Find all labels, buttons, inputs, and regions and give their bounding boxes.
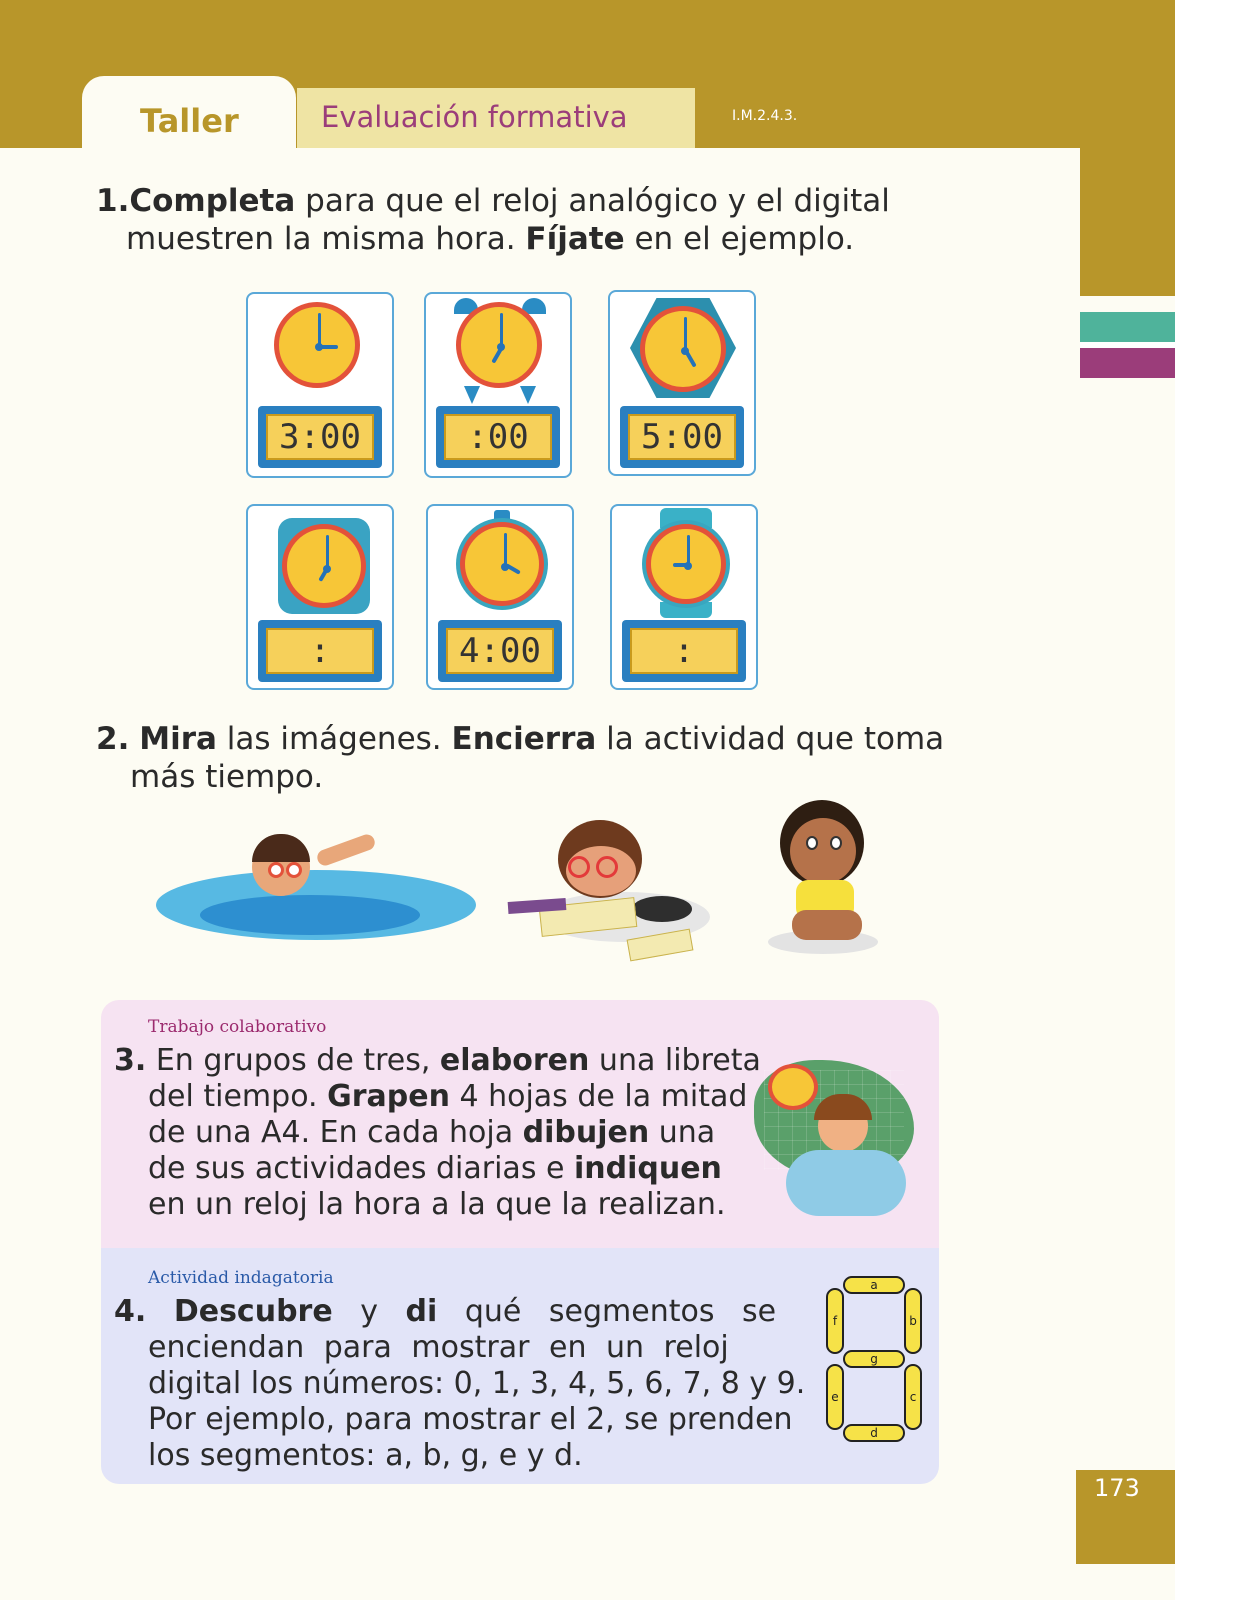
q3-text: una — [649, 1115, 716, 1150]
q4-line4: Por ejemplo, para mostrar el 2, se prenden — [148, 1402, 793, 1437]
digital-time-3: 5:00 — [628, 414, 736, 460]
boy-face — [790, 818, 856, 884]
digital-time-2[interactable]: :00 — [444, 414, 552, 460]
glasses-icon — [596, 856, 618, 878]
segment-d: d — [843, 1424, 905, 1442]
q4-line2: enciendan para mostrar en un reloj — [148, 1330, 729, 1365]
q1-verb-fijate: Fíjate — [525, 221, 625, 257]
q3-verb-indiquen: indiquen — [573, 1151, 722, 1186]
q2-verb-encierra: Encierra — [451, 721, 597, 757]
q3-text: del tiempo. — [148, 1079, 328, 1114]
q1-line1 — [96, 182, 890, 220]
teal-stripe — [1080, 312, 1175, 342]
digital-time-5: 4:00 — [446, 628, 554, 674]
digital-display-3 — [620, 406, 744, 468]
q3-text: de sus actividades diarias e — [148, 1151, 574, 1186]
q4-line1 — [114, 1293, 776, 1331]
digital-display-2 — [436, 406, 560, 468]
q1-line2 — [126, 220, 854, 258]
segment-c: c — [904, 1364, 922, 1430]
q4-text: qué segmentos se — [437, 1294, 777, 1329]
digital-time-1: 3:00 — [266, 414, 374, 460]
clock-card-4 — [246, 504, 394, 690]
alarm-clock-icon — [768, 1064, 818, 1110]
q3-verb-dibujen: dibujen — [522, 1115, 650, 1150]
section-tab — [297, 88, 695, 148]
q1-verb-completa: Completa — [129, 183, 296, 219]
digital-display-4 — [258, 620, 382, 682]
segment-g: g — [843, 1350, 905, 1368]
q3-text: de una A4. En cada hoja — [148, 1115, 523, 1150]
boy-legs — [792, 910, 862, 940]
q1-text2: muestren la misma hora. — [126, 221, 526, 257]
hexagon-clock-icon — [640, 306, 726, 392]
table-clock-icon — [282, 524, 366, 608]
tab-taller — [82, 76, 296, 166]
clock-card-1 — [246, 292, 394, 478]
q2-text1: las imágenes. — [216, 721, 452, 757]
page-number-tab — [1076, 1470, 1175, 1564]
q3-line2 — [148, 1078, 747, 1116]
q2-text2: la actividad que toma — [596, 721, 945, 757]
segment-a: a — [843, 1276, 905, 1294]
q3-number: 3. — [114, 1043, 147, 1078]
alarm-clock-icon — [456, 302, 542, 388]
digital-time-4[interactable]: : — [266, 628, 374, 674]
curriculum-code: I.M.2.4.3. — [732, 108, 798, 124]
page-margin — [1175, 0, 1236, 1600]
q3-line1 — [114, 1042, 761, 1080]
q2-number: 2. — [96, 721, 130, 757]
clock-card-3 — [608, 290, 756, 476]
q3-verb-elaboren: elaboren — [439, 1043, 590, 1078]
segment-e: e — [826, 1364, 844, 1430]
q3-verb-grapen: Grapen — [327, 1079, 450, 1114]
q2-line1 — [96, 720, 944, 758]
digital-display-5 — [438, 620, 562, 682]
glasses-icon — [568, 856, 590, 878]
blanket — [786, 1150, 906, 1216]
eye-icon — [806, 836, 818, 850]
clock-card-6 — [610, 504, 758, 690]
q3-line4 — [148, 1150, 722, 1188]
q4-text: y — [332, 1294, 406, 1329]
stopwatch-icon — [460, 522, 544, 606]
q3-line5: en un reloj la hora a la que la realizan. — [148, 1187, 726, 1222]
water-shade — [200, 895, 420, 935]
clock-card-5 — [426, 504, 574, 690]
q3-text: 4 hojas de la mitad — [449, 1079, 748, 1114]
q4-line3: digital los números: 0, 1, 3, 4, 5, 6, 7, 8 y 9. — [148, 1366, 806, 1401]
seven-segment-display — [826, 1276, 922, 1446]
inquiry-label: Actividad indagatoria — [148, 1268, 334, 1288]
clock-card-2 — [424, 292, 572, 478]
section-label: Evaluación formativa — [321, 100, 628, 134]
eye-icon — [830, 836, 842, 850]
q4-line5: los segmentos: a, b, g, e y d. — [148, 1438, 583, 1473]
collaborative-label: Trabajo colaborativo — [148, 1017, 327, 1037]
segment-b: b — [904, 1288, 922, 1354]
digital-time-6[interactable]: : — [630, 628, 738, 674]
q3-text: En grupos de tres, — [155, 1043, 440, 1078]
swimmer-arm — [315, 832, 377, 868]
segment-f: f — [826, 1288, 844, 1354]
q3-line3 — [148, 1114, 715, 1152]
goggles-icon — [286, 862, 302, 878]
side-band — [1080, 148, 1175, 296]
q2-line2: más tiempo. — [130, 759, 324, 795]
q1-text1: para que el reloj analógico y el digital — [295, 183, 890, 219]
goggles-icon — [268, 862, 284, 878]
q4-number: 4. — [114, 1294, 147, 1329]
wristwatch-icon — [646, 524, 726, 604]
q1-text3: en el ejemplo. — [624, 221, 855, 257]
analog-clock-icon — [274, 302, 360, 388]
reader-hole — [632, 896, 692, 922]
q2-verb-mira: Mira — [139, 721, 217, 757]
page-number: 173 — [1094, 1474, 1140, 1502]
swimmer-hair — [252, 834, 310, 862]
digital-display-6 — [622, 620, 746, 682]
q4-verb-descubre: Descubre — [173, 1294, 333, 1329]
digital-display-1 — [258, 406, 382, 468]
q1-number: 1. — [96, 183, 130, 219]
q4-verb-di: di — [405, 1294, 438, 1329]
q3-text: una libreta — [589, 1043, 761, 1078]
purple-stripe — [1080, 348, 1175, 378]
tab-taller-label: Taller — [140, 102, 239, 140]
